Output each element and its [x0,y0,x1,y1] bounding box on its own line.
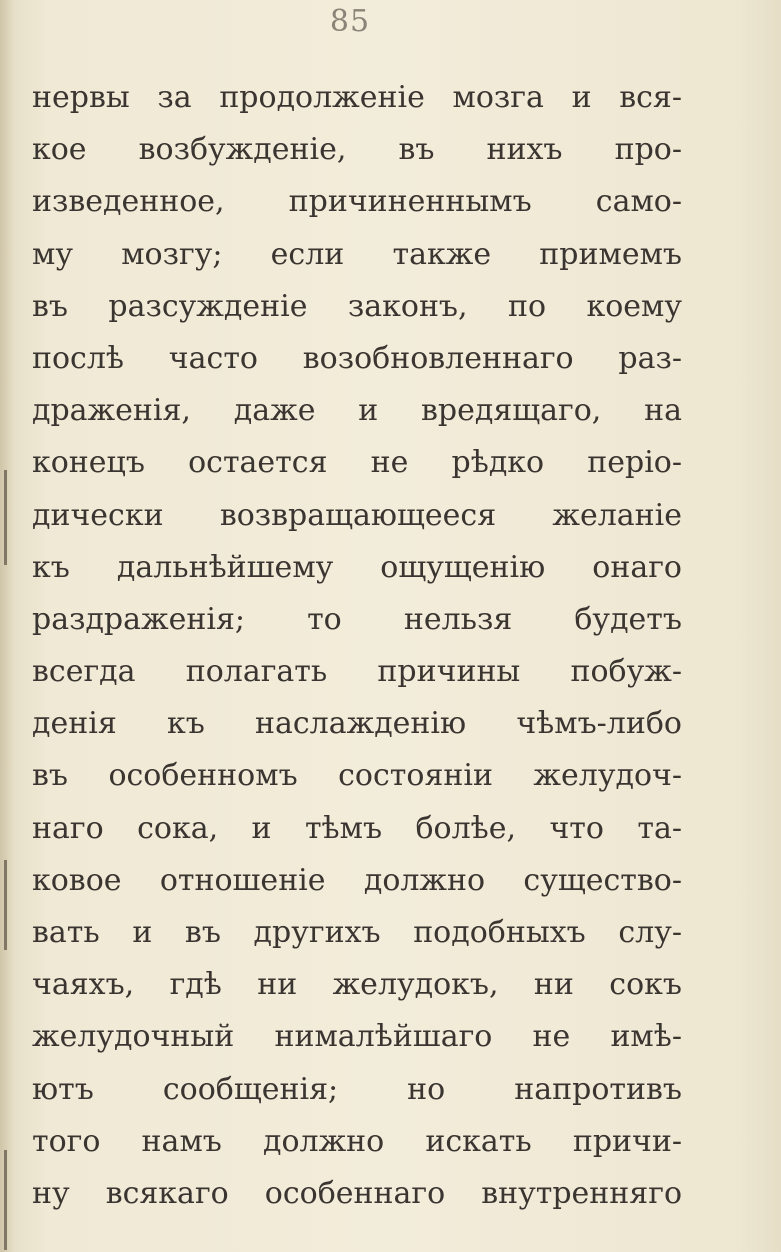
text-line: того намъ должно искать причи- [32,1123,682,1159]
text-line: послѣ часто возобновленнаго раз- [32,340,682,376]
text-line: ну всякаго особеннаго внутренняго [32,1175,682,1211]
text-line: чаяхъ, гдѣ ни желудокъ, ни сокъ [32,967,682,1003]
text-line: му мозгу; если также примемъ [32,236,682,272]
binding-edge-mark [4,470,7,565]
text-line: раздраженія; то нельзя будетъ [32,601,682,637]
text-line: въ разсужденіе законъ, по коему [32,288,682,324]
text-line: дически возвращающееся желаніе [32,497,682,533]
text-line: вать и въ другихъ подобныхъ слу- [32,915,682,950]
body-text [32,72,682,1220]
text-line: наго сока, и тѣмъ болѣе, что та- [32,810,682,846]
binding-edge-mark [4,860,7,950]
page-number: 85 [329,4,371,39]
page-edge-shadow [0,0,14,1252]
text-line: всегда полагать причины побуж- [32,654,682,690]
text-line: нервы за продолженіе мозга и вся- [32,80,682,115]
text-line: желудочный нималѣйшаго не имѣ- [32,1019,682,1055]
text-line: драженія, даже и вредящаго, на [32,393,682,429]
text-line: къ дальнѣйшему ощущенію онаго [32,549,682,585]
text-line: денія къ наслажденію чѣмъ-либо [32,706,682,742]
text-line: ковое отношеніе должно существо- [32,862,682,898]
text-line: изведенное, причиненнымъ само- [32,184,682,220]
text-line: ютъ сообщенія; но напротивъ [32,1071,682,1107]
text-line: конецъ остается не рѣдко періо- [32,445,682,481]
binding-edge-mark [4,1150,7,1250]
text-line: въ особенномъ состояніи желудоч- [32,758,682,794]
text-line: кое возбужденіе, въ нихъ про- [32,132,682,168]
